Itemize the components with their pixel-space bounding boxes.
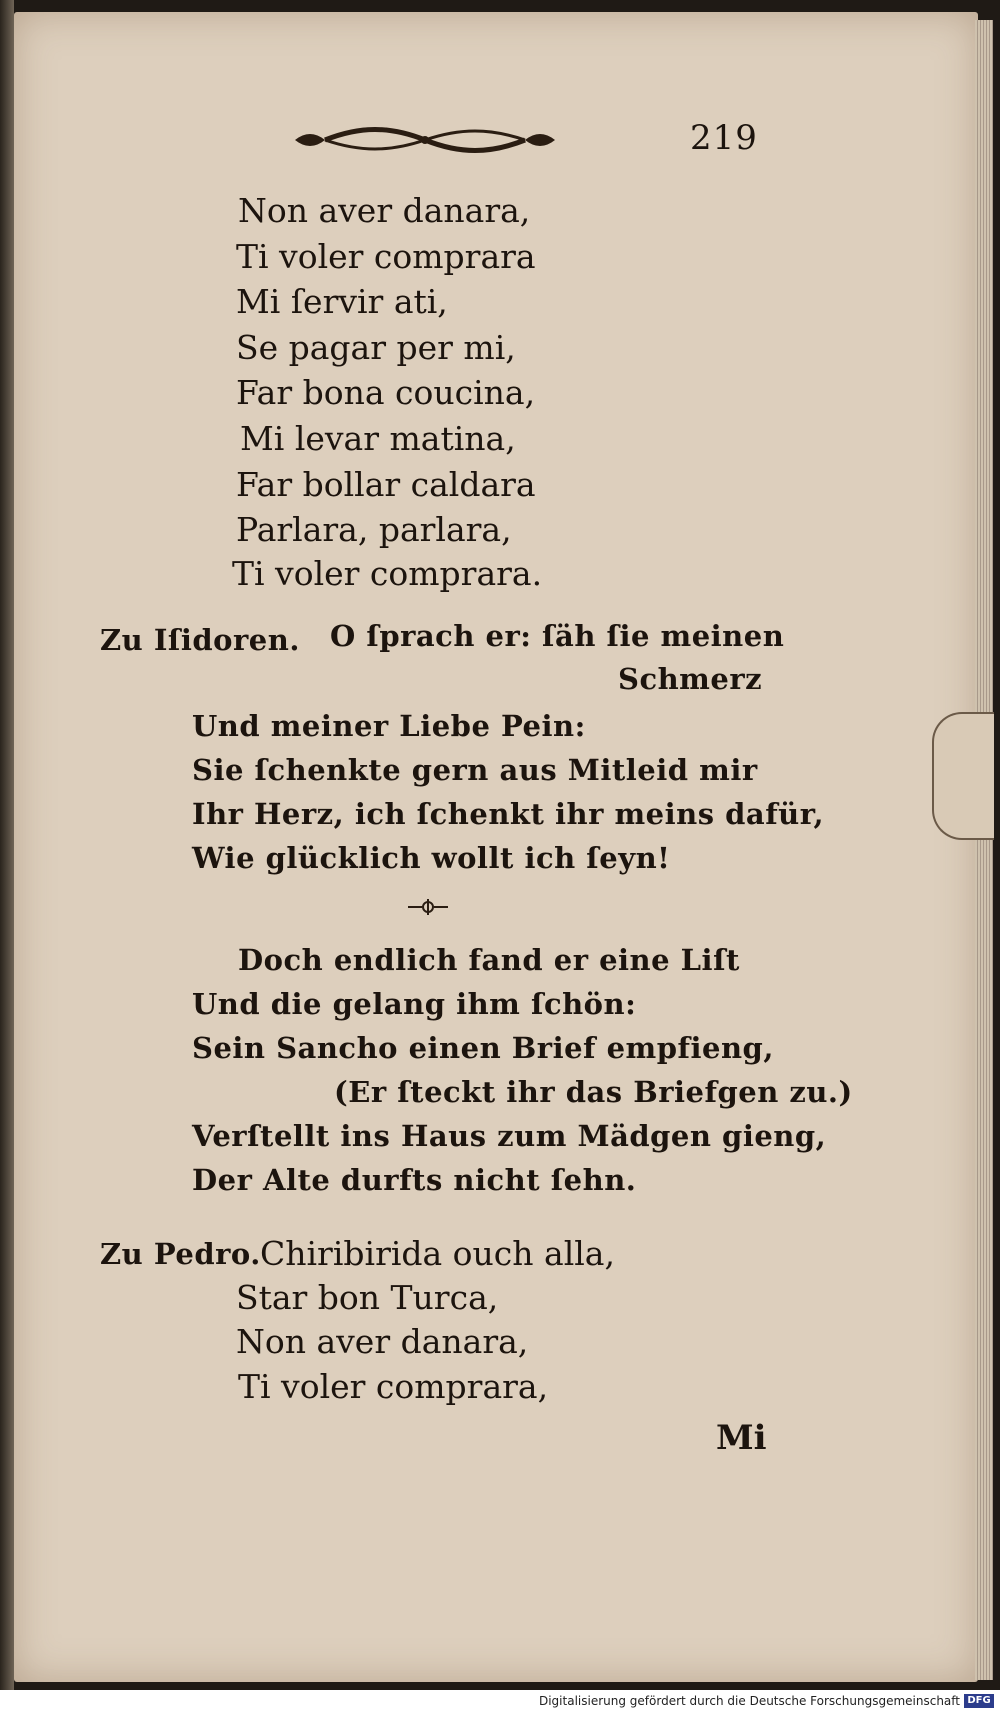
verse-line: Far bollar caldara xyxy=(236,465,536,504)
page-edges xyxy=(975,20,993,1680)
page-clip-tab xyxy=(932,712,994,840)
verse-line: Ihr Herz, ich ſchenkt ihr meins dafür, xyxy=(192,797,825,831)
small-flourish-ornament-icon xyxy=(404,896,452,918)
verse-line: Und meiner Liebe Pein: xyxy=(192,709,586,743)
verse-line: Wie glücklich wollt ich ſeyn! xyxy=(192,841,671,875)
footer-credit: Digitalisierung gefördert durch die Deutsche Forschungsgemeinschaft xyxy=(538,1694,960,1708)
book-spine-edge xyxy=(0,0,14,1713)
verse-line: Verſtellt ins Haus zum Mädgen gieng, xyxy=(192,1119,827,1153)
verse-line: Far bona coucina, xyxy=(236,373,536,412)
page-number: 219 xyxy=(690,118,758,158)
verse-line: Sein Sancho einen Brief empfieng, xyxy=(192,1031,774,1065)
catchword: Mi xyxy=(716,1418,767,1458)
verse-line: Non aver danara, xyxy=(236,1322,529,1361)
verse-line: Non aver danara, xyxy=(238,191,531,230)
verse-line: Ti voler comprara, xyxy=(238,1367,549,1406)
verse-line-continuation: Schmerz xyxy=(618,662,763,696)
speaker-label: Zu Iſidoren. xyxy=(100,623,300,657)
verse-line: Se pagar per mi, xyxy=(236,328,516,367)
verse-line: Und die gelang ihm ſchön: xyxy=(192,987,637,1021)
verse-line: Parlara, parlara, xyxy=(236,510,512,549)
verse-line: Mi levar matina, xyxy=(240,419,516,458)
verse-line: Sie ſchenkte gern aus Mitleid mir xyxy=(192,753,758,787)
speaker-label: Zu Pedro. xyxy=(100,1237,261,1271)
verse-line: Ti voler comprara xyxy=(236,237,536,276)
verse-line-aside: (Er ſteckt ihr das Briefgen zu.) xyxy=(334,1075,853,1109)
verse-line: O ſprach er: ſäh ſie meinen xyxy=(330,619,785,653)
verse-line: Doch endlich fand er eine Liſt xyxy=(238,943,740,977)
verse-line: Star bon Turca, xyxy=(236,1278,499,1317)
verse-line: Chiribirida ouch alla, xyxy=(260,1234,615,1273)
verse-line: Mi ſervir ati, xyxy=(236,282,448,321)
dfg-logo: DFG xyxy=(964,1694,994,1708)
verse-line: Der Alte durfts nicht ſehn. xyxy=(192,1163,637,1197)
verse-line: Ti voler comprara. xyxy=(232,554,543,593)
scroll-vine-ornament-icon xyxy=(290,122,560,158)
